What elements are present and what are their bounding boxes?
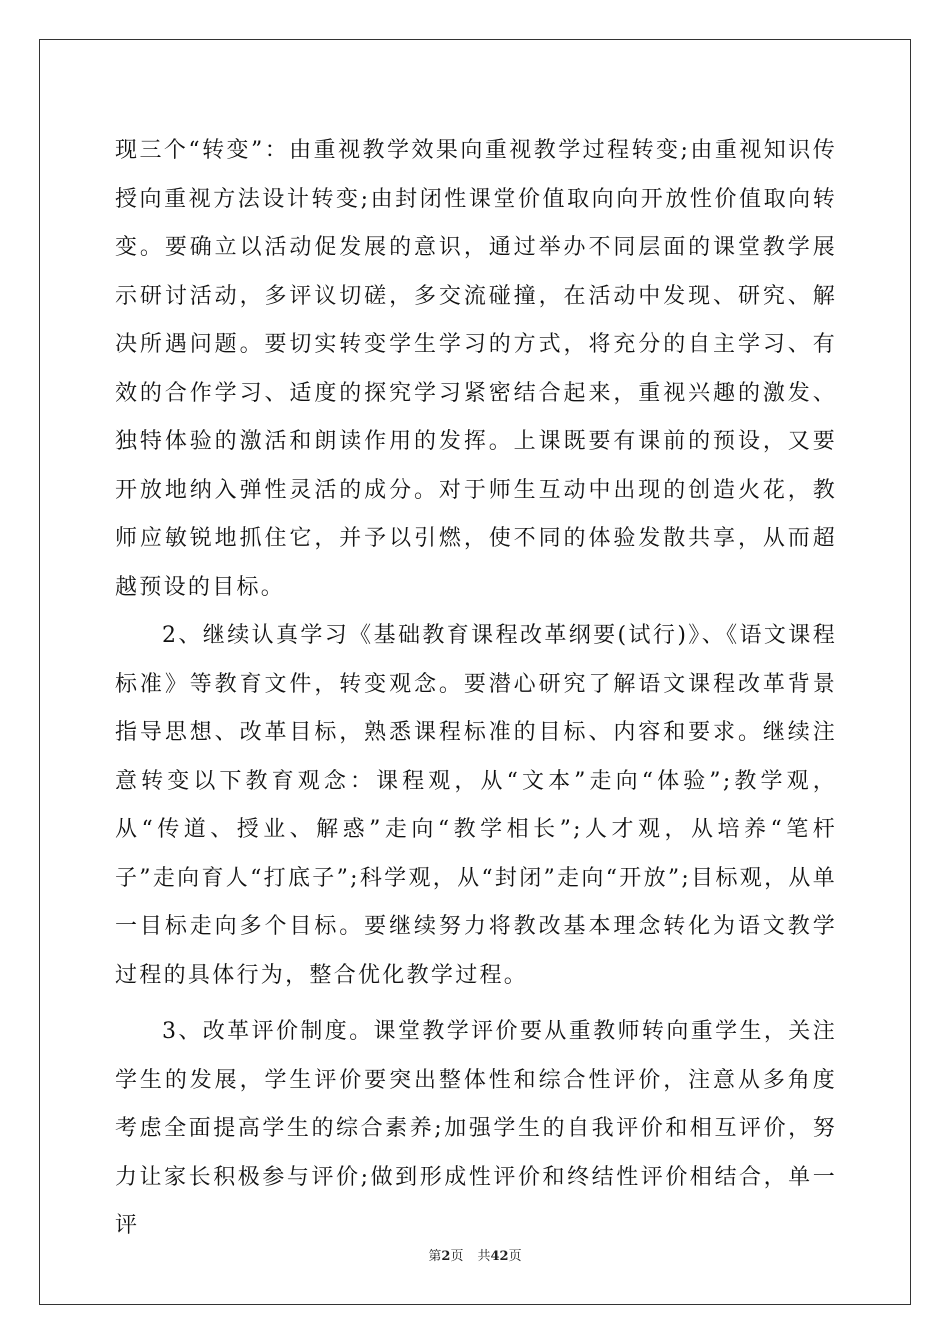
page-suffix: 页: [450, 1249, 464, 1264]
paragraph-1: 现三个“转变”：由重视教学效果向重视教学过程转变;由重视知识传授向重视方法设计转变;由封闭性课堂价值取向向开放性价值取向转变。要确立以活动促发展的意识，通过举办不同层面的课堂教学展示研讨活动，多评议切磋，多交流碰撞，在活动中发现、研究、解决所遇问题。要切实转变学生学习的方式，将充分的自主学习、有效的合作学习、适度的探究学习紧密结合起来，重视兴趣的激发、独特体验的激活和朗读作用的发挥。上课既要有课前的预设，又要开放地纳入弹性灵活的成分。对于师生互动中出现的创造火花，教师应敏锐地抓住它，并予以引燃，使不同的体验发散共享，从而超越预设的目标。: [115, 138, 837, 600]
document-body: [115, 127, 837, 1251]
paragraph-2: 2、继续认真学习《基础教育课程改革纲要(试行)》、《语文课程标准》等教育文件，转变观念。要潜心研究了解语文课程改革背景指导思想、改革目标，熟悉课程标准的目标、内容和要求。继续注意转变以下教育观念：课程观，从“文本”走向“体验”;教学观，从“传道、授业、解惑”走向“教学相长”;人才观，从培养“笔杆子”走向育人“打底子”;科学观，从“封闭”走向“开放”;目标观，从单一目标走向多个目标。要继续努力将教改基本理念转化为语文教学过程的具体行为，整合优化教学过程。: [115, 623, 837, 988]
page-footer: [0, 1245, 950, 1264]
total-pages: 42: [490, 1249, 509, 1264]
page-prefix: 第: [428, 1249, 442, 1264]
total-suffix: 页: [508, 1249, 522, 1264]
paragraph-3: 3、改革评价制度。课堂教学评价要从重教师转向重学生，关注学生的发展，学生评价要突出整体性和综合性评价，注意从多角度考虑全面提高学生的综合素养;加强学生的自我评价和相互评价，努力让家长积极参与评价;做到形成性评价和终结性评价相结合，单一评: [115, 1019, 837, 1238]
total-prefix: 共: [477, 1249, 491, 1264]
page-number: 2: [441, 1249, 451, 1264]
